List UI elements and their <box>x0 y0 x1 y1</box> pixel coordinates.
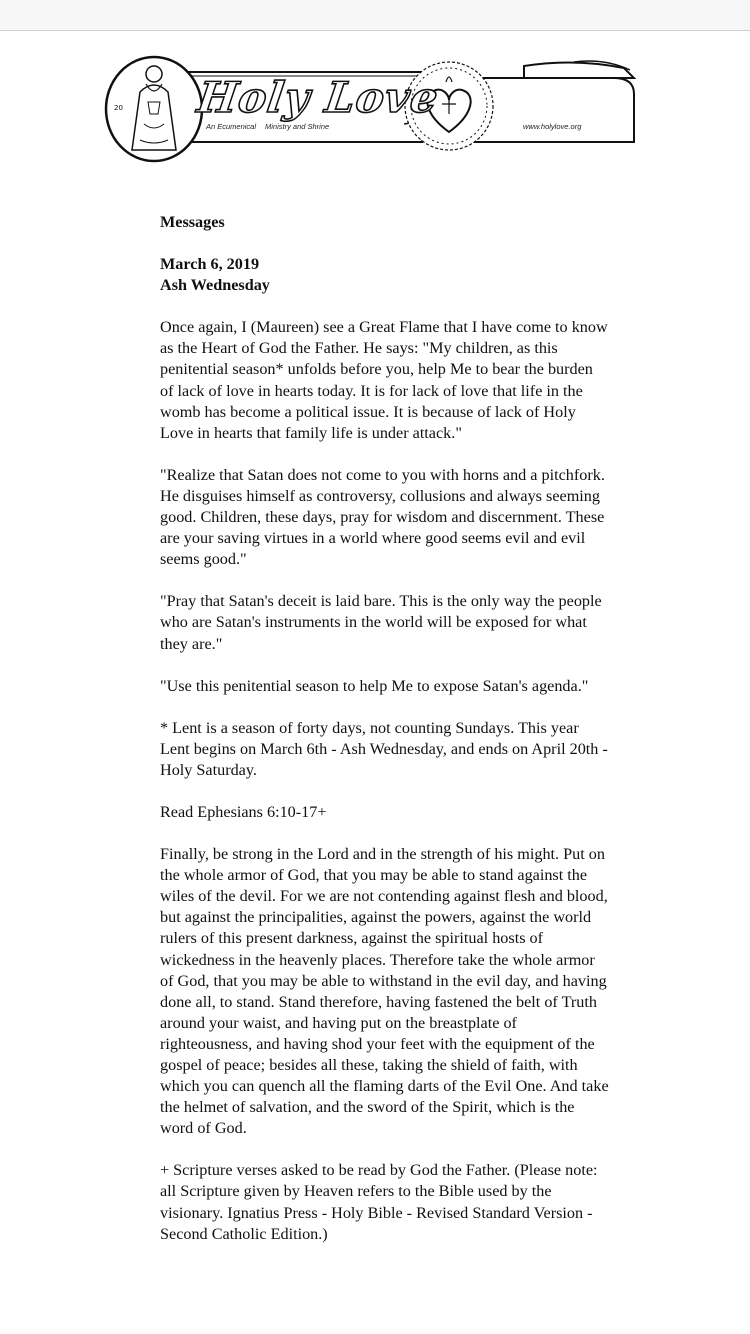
paragraph-3: "Pray that Satan's deceit is laid bare. This is the only way the people who are Satan's instruments in the world will be exposed for what they are." <box>160 592 602 653</box>
message-date: March 6, 2019 <box>160 255 260 274</box>
paragraph-2: "Realize that Satan does not come to you with horns and a pitchfork. He disguises himself as controversy, collusions and always seeming good. Children, these days, pray for wisdom and discernment. These are your saving virtues in a world where good seems evil and evil seems good." <box>160 465 605 569</box>
paragraph-1: Once again, I (Maureen) see a Great Flame that I have come to know as the Heart of God the Father. He says: "My children, as this penitential season* unfolds before you, help Me to bear the burden of lack of love in hearts today. It is for lack of love that life in the womb has become a political issue. It is because of lack of Holy Love in hearts that family life is under attack." <box>160 318 608 442</box>
section-heading: Messages <box>160 213 225 231</box>
scripture-passage: Finally, be strong in the Lord and in the strength of his might. Put on the whole armor of God, that you may be able to stand against the wiles of the devil. For we are not contending against flesh and blood, but against the principalities, against the powers, against the world rulers of this present darkness, against the spiritual hosts of wickedness in the heavenly places. Therefore take the whole armor of God, that you may be able to withstand in the evil day, and having done all, to stand. Stand therefore, having fastened the belt of Truth around your waist, and having put on the breastplate of righteousness, and having shod your feet with the equipment of the gospel of peace; besides all these, taking the shield of faith, with which you can quench all the flaming darts of the Evil One. And take the helmet of salvation, and the sword of the Spirit, which is the word of God. <box>160 845 609 1138</box>
paragraph-4: "Use this penitential season to help Me to expose Satan's agenda." <box>160 676 589 695</box>
svg-text:20: 20 <box>114 104 123 112</box>
browser-top-bar <box>0 0 750 31</box>
message-occasion: Ash Wednesday <box>160 276 270 295</box>
logo-title: Holy Love <box>194 73 442 122</box>
banner-url[interactable]: www.holylove.org <box>523 122 582 131</box>
scripture-footnote: + Scripture verses asked to be read by God the Father. (Please note: all Scripture given by Heaven refers to the Bible used by the visionary. Ignatius Press - Holy Bible - Revised Standard Version - Second Catholic Edition.) <box>160 1161 598 1243</box>
banner-tagline-left: An Ecumenical <box>206 122 257 131</box>
message-article <box>160 212 610 1266</box>
banner-tagline-right: Ministry and Shrine <box>265 122 330 131</box>
lent-footnote: * Lent is a season of forty days, not counting Sundays. This year Lent begins on March 6th - Ash Wednesday, and ends on April 20th - Holy Saturday. <box>160 718 608 779</box>
message-date-block <box>160 254 610 296</box>
scripture-reference: Read Ephesians 6:10-17+ <box>160 802 327 821</box>
